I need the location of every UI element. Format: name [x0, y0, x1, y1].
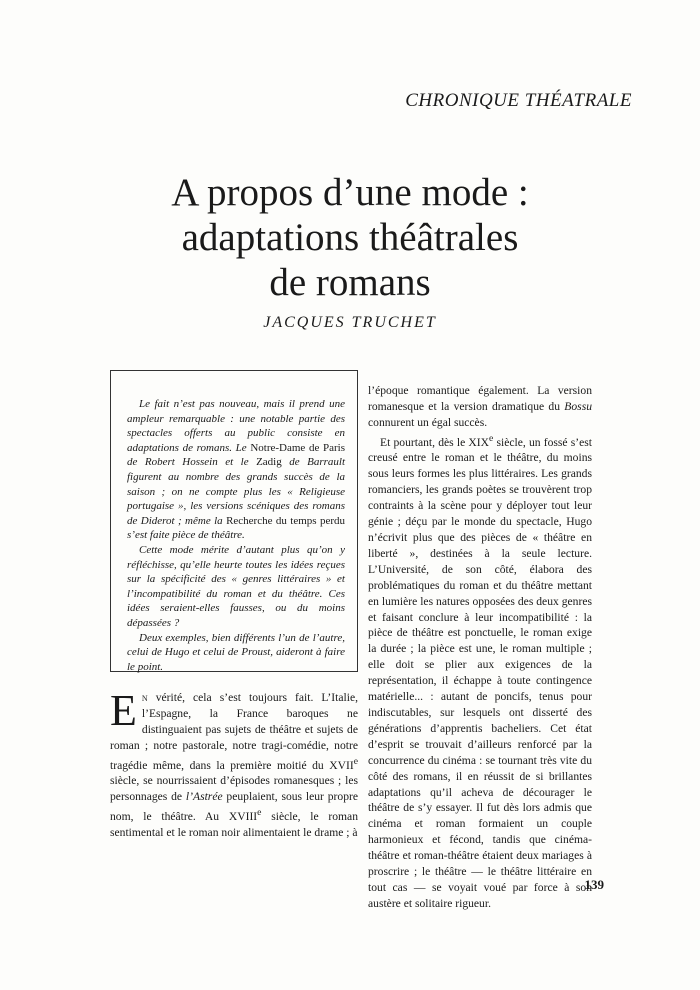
abstract-paragraph: Cette mode mérite d’autant plus qu’on y réfléchisse, qu’elle heurte toutes les idées reçues sur la spécificité des « genres littéraires » et l’incompatibilité du roman et du théâtre. Ces idées seraient-elles fausses, ou du moins dépassées ?: [127, 543, 345, 629]
superscript: e: [489, 432, 494, 444]
title-line: A propos d’une mode :: [171, 171, 529, 214]
article-title: [0, 170, 700, 305]
body-paragraph: [368, 431, 592, 912]
body-text: peuplaient, sous leur propre nom, le théâtre. Au XVIII: [110, 790, 358, 824]
abstract-paragraph: Deux exemples, bien différents l’un de l’autre, celui de Hugo et celui de Proust, aideront à faire le point.: [127, 631, 345, 673]
body-text: l’époque romantique également. La version romanesque et la version dramatique du: [368, 384, 592, 413]
body-text: siècle, le roman sentimental et le roman noir alimentaient le drame ; à: [110, 810, 358, 839]
abstract-text: de Robert Hossein et le: [127, 456, 257, 469]
lead-letters: n: [141, 691, 148, 704]
body-text: siècle, un fossé s’est creusé entre le roman et le théâtre, du moins sous leurs formes les plus littéraires. Les grands romanciers, les grands poètes se trouvèrent trop contraints à la scène pour y déployer tout leur génie ; déçu par le monde du spectacle, Hugo n’écrivit plus que des pièces de « théâtre en liberté », destinées à la seule lecture. L’Université, de son côté, élabora des problématiques du roman et du théâtre mettant en lumière les natures opposées des deux genres et faisant conclure à leur incompatibilité : la pièce de théâtre est ponctuelle, le roman exige la durée ; la pièce est une, le roman multiple ; elle doit se plier aux exigences de la représentation, il échappe à toute contingence matérielle... : autant de poncifs, tenus pour indiscutables, sur lesquels ont disserté des générations d’apprentis bacheliers. Cet état d’esprit se trouvait d’ailleurs renforcé par la concurrence du cinéma : se tournant très vite du côté des romans, il en réussit de si brillantes adaptations qu’il acheva de décourager le théâtre de s’y essayer. Il fut dès lors admis que cinéma et roman formaient un couple harmonieux et fécond, tandis que cinéma-théâtre et roman-théâtre étaient deux mariages à proscrire ; le théâtre — le théâtre littéraire en tout cas — se voyait voué par force à son austère et solitaire rigueur.: [368, 435, 592, 910]
drop-cap: E: [110, 686, 137, 735]
work-title: Bossu: [564, 399, 592, 413]
work-title: Recherche du temps perdu: [226, 514, 345, 527]
abstract-text: s’est faite pièce de théâtre.: [127, 529, 245, 542]
abstract-text: Le fait n’est pas nouveau, mais il prend une ampleur remarquable : une notable partie des spectacles offerts au public consiste en adaptations de romans. Le: [127, 398, 345, 454]
body-paragraph: [368, 383, 592, 431]
superscript: e: [353, 755, 358, 767]
body-text: connurent un égal succès.: [368, 415, 488, 429]
section-header: CHRONIQUE THÉATRALE: [405, 90, 632, 111]
body-column-right: [368, 383, 592, 912]
work-title: l’Astrée: [185, 790, 223, 804]
body-text: vérité, cela s’est toujours fait. L’Italie, l’Espagne, la France baroques ne distinguaient pas sujets de théâtre et sujets de roman ; notre pastorale, notre tragi-comédie, notre tragédie même, dans la première moitié du XVII: [110, 691, 358, 772]
title-line: de romans: [269, 261, 431, 304]
author-name: JACQUES TRUCHET: [263, 314, 437, 331]
work-title: Notre-Dame de Paris: [250, 441, 346, 454]
abstract-box: [110, 370, 358, 672]
body-text: siècle, se nourrissaient d’épisodes romanesques ; les personnages de: [110, 774, 358, 804]
body-text: Et pourtant, dès le XIX: [380, 435, 489, 449]
work-title: Zadig: [256, 456, 282, 469]
title-line: adaptations théâtrales: [181, 216, 519, 259]
superscript: e: [257, 807, 262, 819]
abstract-text: de Barrault figurent au nombre des grands succès de la saison ; on ne compte plus les « Religieuse portugaise », les versions scéniques des romans de Diderot ; même la: [127, 456, 345, 527]
abstract-paragraph: [127, 397, 345, 543]
page-number: 139: [584, 877, 604, 892]
body-column-left: [110, 686, 358, 841]
